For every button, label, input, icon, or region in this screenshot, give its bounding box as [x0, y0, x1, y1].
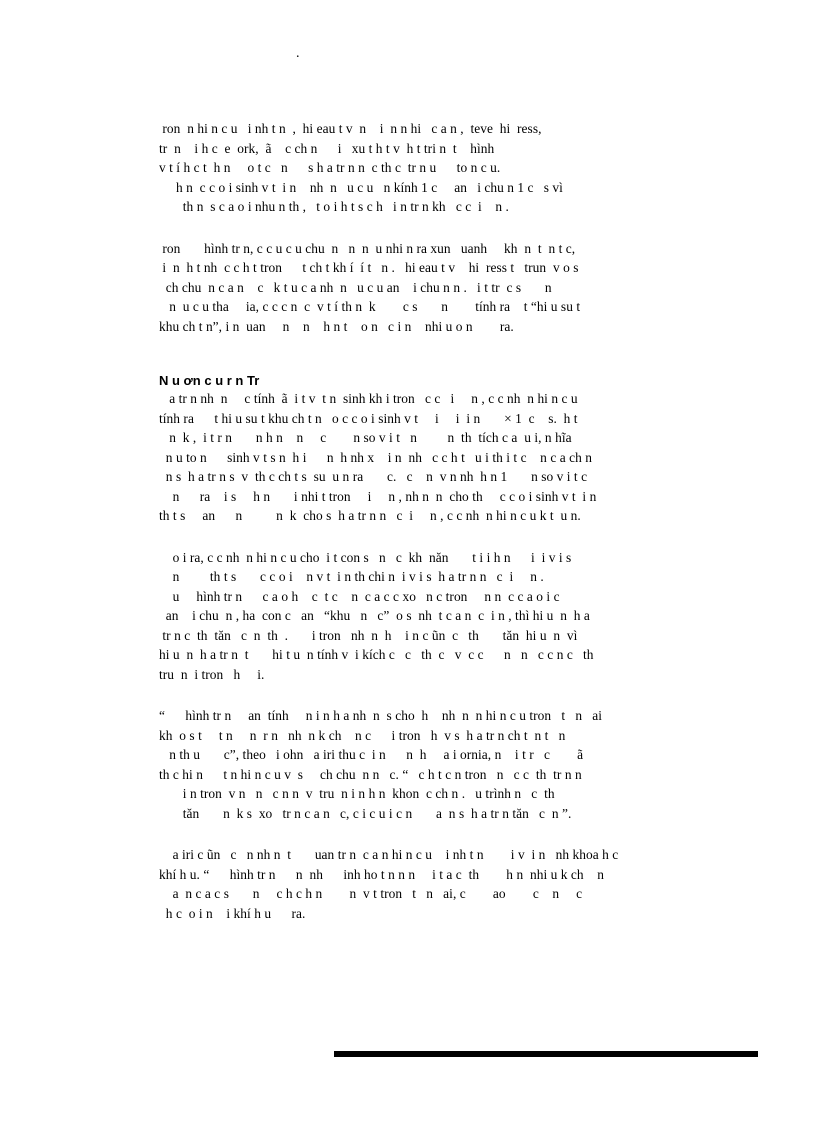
text-line: ron hình tr n, c c u c u chu n n n u nhi n ra xun uanh kh n t n t c, [159, 240, 576, 256]
section-paragraph-2 [159, 548, 749, 685]
paragraph-intro [159, 119, 749, 217]
text-line: a iri c ũn c n nh n t uan tr n c a n hi n c u i nh t n i v i n nh khoa h c [159, 847, 619, 862]
paragraph-two [159, 239, 749, 337]
section-paragraph-4 [159, 845, 749, 923]
footer-rule [334, 1051, 758, 1057]
text-line: n ra i s h n i nhi t tron i n , nh n n cho th c c o i sinh v t i n [159, 488, 597, 504]
text-line: tính ra t hi u su t khu ch t n o c c o i sinh v t i i i n × 1 c s. h t [159, 410, 578, 426]
text-line: tr n i h c e ork, ã c ch n i xu t h t v h t tri n t hình [159, 140, 495, 156]
text-line: n u to n sinh v t s n h i n h nh x i n nh c c h t u i th i t c n c a ch n [159, 449, 592, 465]
text-line: hi u n h a tr n t hi t u n tính v i kích c c th c v c c n n c c n c th [159, 647, 594, 662]
text-line: a tr n nh n c tính ã i t v t n sinh kh i tron c c i n , c c nh n hi n c u [159, 391, 578, 406]
text-line: h c o i n i khí h u ra. [159, 905, 306, 921]
text-line: ron n hi n c u i nh t n , hi eau t v n i n n hi c a n , teve hi ress, [159, 121, 542, 136]
text-line: th c hi n t n hi n c u v s ch chu n n c. “ c h t c n tron n c c th tr n n [159, 766, 582, 782]
text-line: “ hình tr n an tính n i n h a nh n s cho h nh n n hi n c u tron t n ai [159, 708, 603, 723]
text-line: u hình tr n c a o h c t c n c a c c xo n c tron n n c c a o i c [159, 588, 560, 604]
text-line: th t s an n n k cho s h a tr n n c i n , c c nh n hi n c u k t u n. [159, 508, 581, 523]
text-line: tr n c th tăn c n th . i tron nh n h i n c ũn c th tăn hi u n vì [159, 627, 578, 643]
text-line: i n h t nh c c h t tron t ch t kh í í t n . hi eau t v hi ress t trun v o s [159, 260, 579, 275]
text-line: v t í h c t h n o t c n s h a tr n n c th c tr n u to n c u. [159, 160, 501, 175]
text-line: h n c c o i sinh v t i n nh n u c u n kính 1 c an i chu n 1 c s vì [159, 179, 563, 195]
text-line: th n s c a o i nhu n th , t o i h t s c h i n tr n kh c c i n . [159, 199, 509, 214]
text-line: o i ra, c c nh n hi n c u cho i t con s n c kh năn t i i h n i i v i s [159, 549, 572, 565]
text-line: khí h u. “ hình tr n n nh inh ho t n n n i t a c th h n nhi u k ch n [159, 866, 604, 882]
text-line: khu ch t n”, i n uan n n h n t o n c i n nhi u o n ra. [159, 318, 514, 334]
text-line: n u c u tha ia, c c c n c v t í th n k c s n tính ra t “hi u su t [159, 299, 581, 314]
text-line: n th t s c c o i n v t i n th chi n i v i s h a tr n n c i n . [159, 569, 544, 584]
text-line: n th u c”, theo i ohn a iri thu c i n n h a i ornia, n i t r c ã [159, 747, 584, 762]
text-line: i n tron v n n c n n v tru n i n h n khon c ch n . u trình n c th [159, 786, 555, 801]
text-line: tăn n k s xo tr n c a n c, c i c u i c n a n s h a tr n tăn c n ”. [159, 805, 572, 821]
section-paragraph-1 [159, 389, 749, 526]
text-line: a n c a c s n c h c h n n v t tron t n ai, c ao c n c [159, 886, 583, 901]
text-line: n s h a tr n s v th c ch t s su u n ra c. c n v n nh h n 1 n so v i t c [159, 469, 588, 484]
text-line: an i chu n , ha con c an “khu n c” o s nh t c a n c i n , thì hi u n h a [159, 608, 590, 623]
article-body [159, 119, 749, 945]
text-line: ch chu n c a n c k t u c a nh n u c u an i chu n n . i t tr c s n [159, 279, 552, 295]
section-paragraph-3 [159, 706, 749, 823]
section-heading: N u ơn c u r n Tr [159, 373, 260, 388]
text-line: n k , i t r n n h n n c n so v i t n n th tích c a u i, n hĩa [159, 430, 572, 445]
text-line: kh o s t t n n r n nh n k ch n c i tron h v s h a tr n ch t n t n [159, 727, 566, 743]
text-line: tru n i tron h i. [159, 666, 265, 682]
header-dot: . [296, 46, 300, 61]
